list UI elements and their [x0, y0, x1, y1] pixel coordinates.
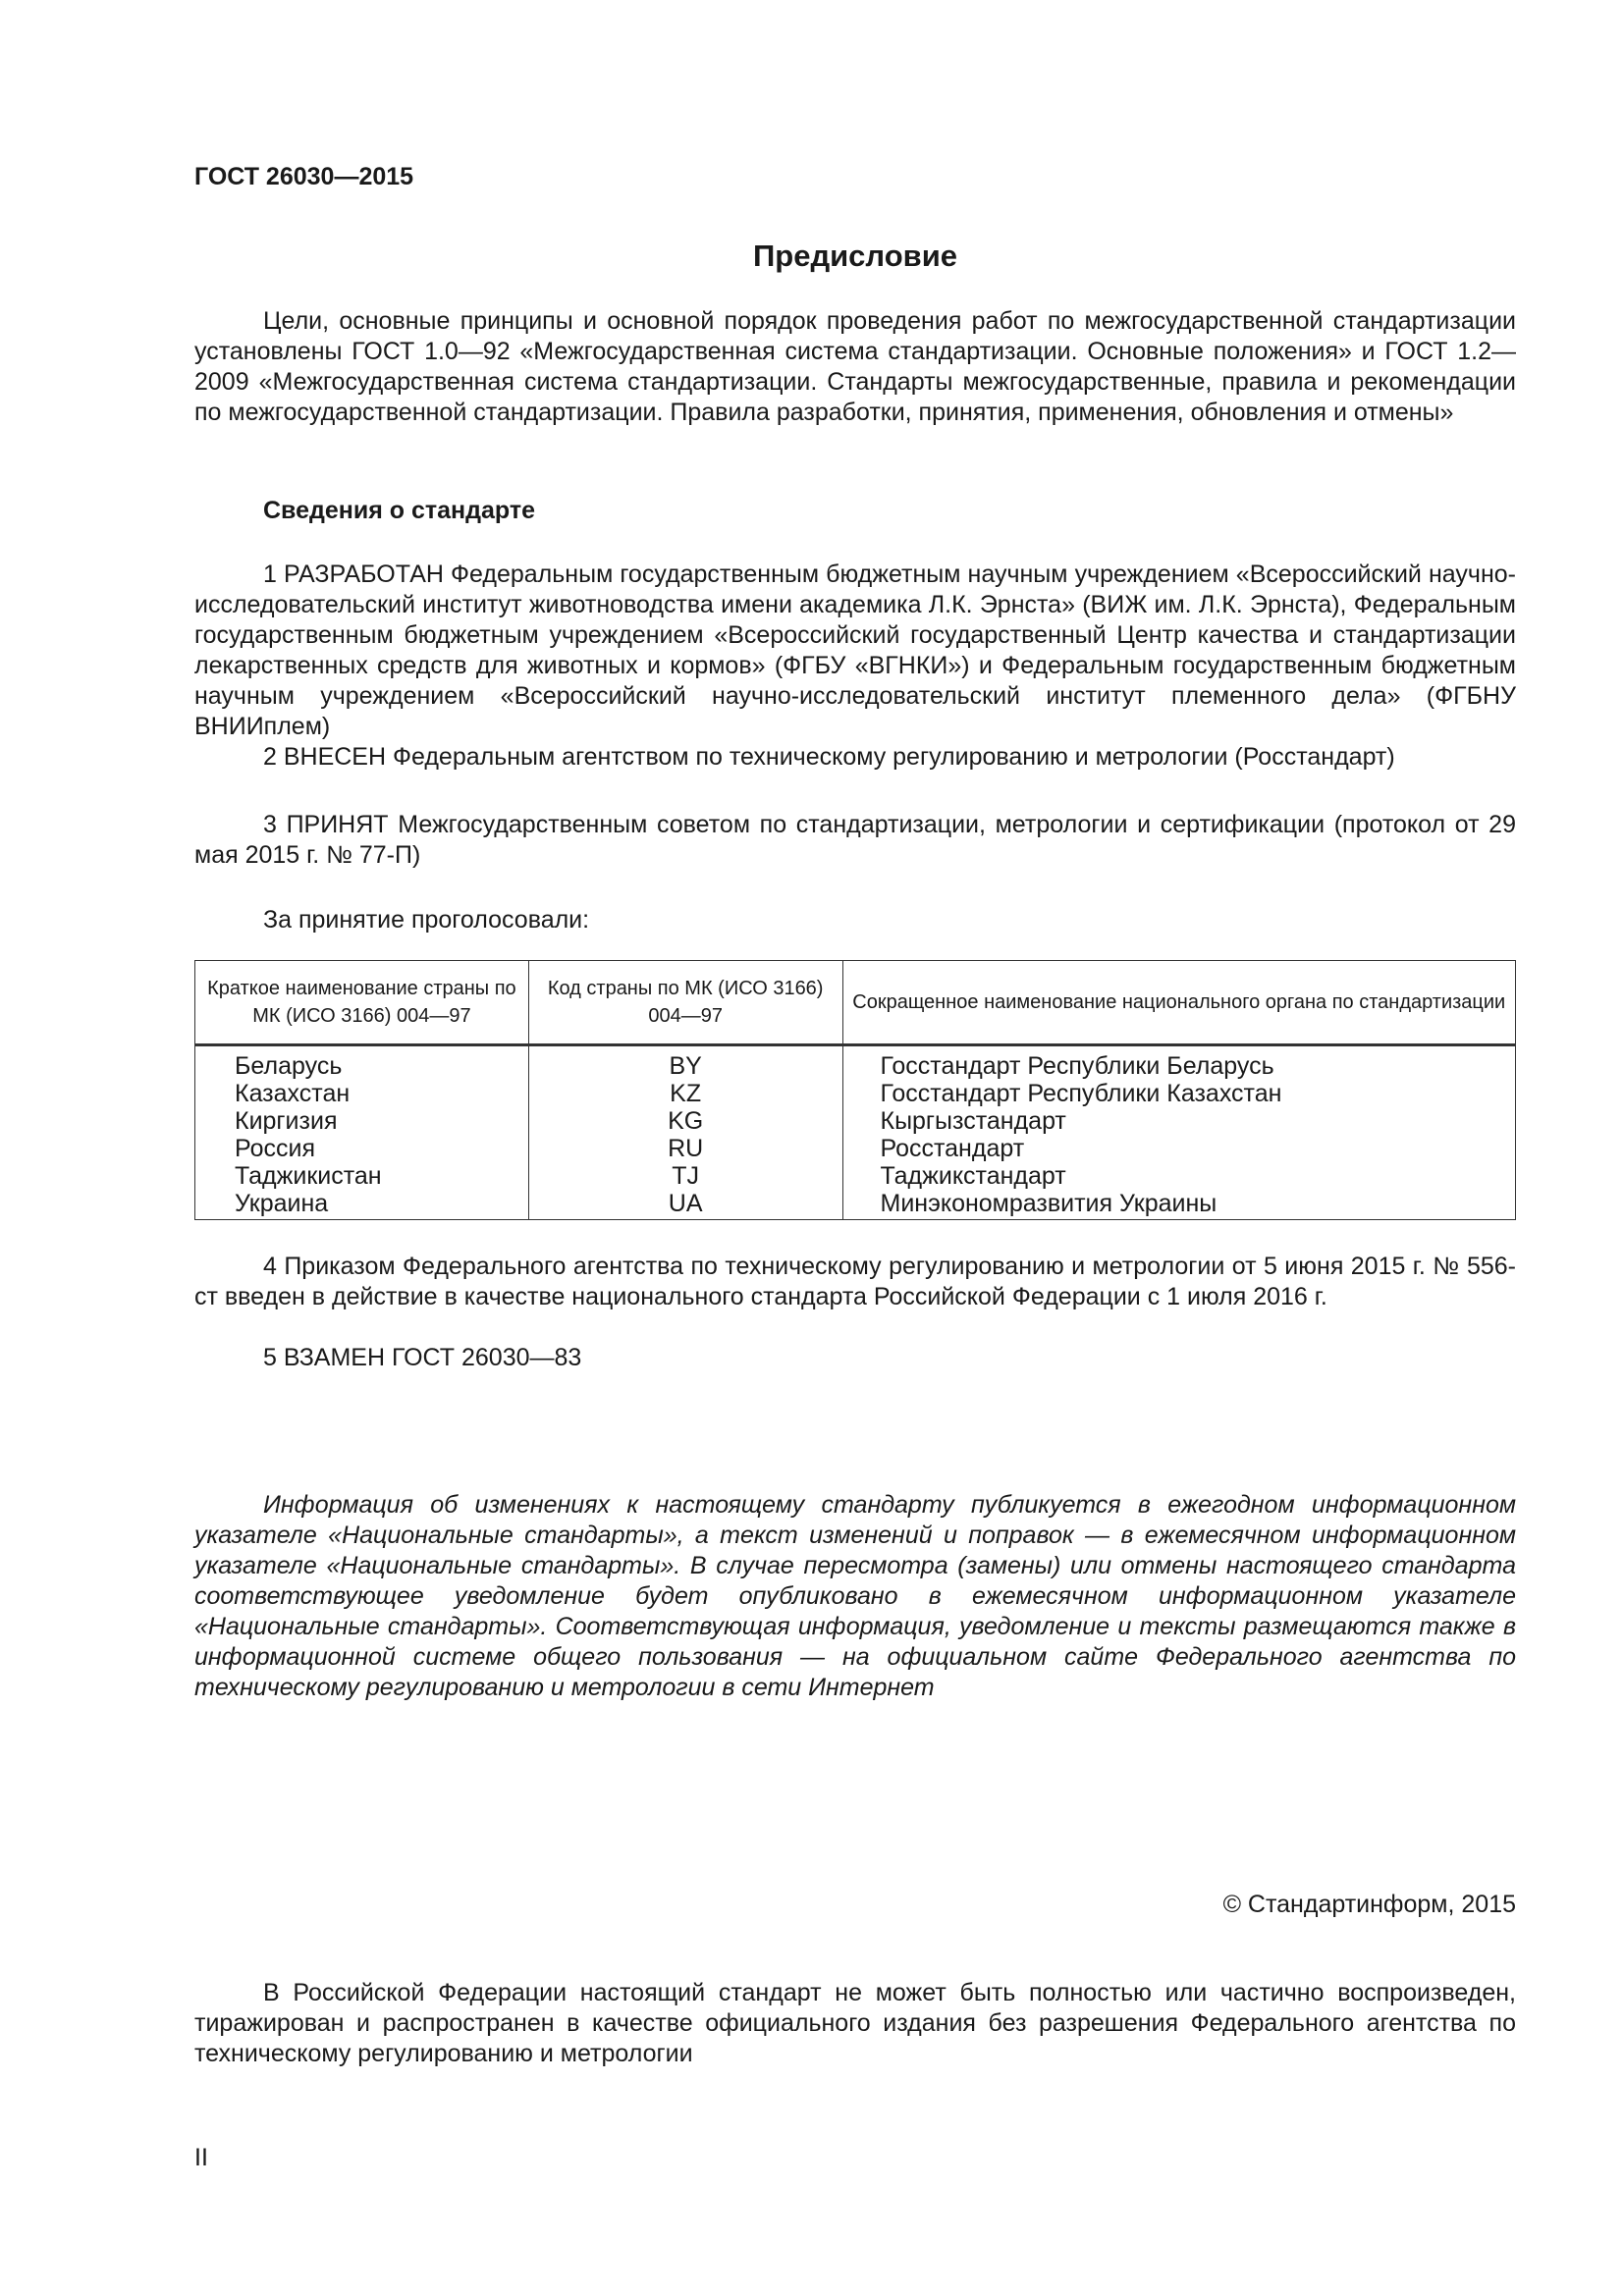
table-row	[195, 1135, 1516, 1162]
document-code: ГОСТ 26030—2015	[194, 163, 414, 190]
item-1-developed: 1 РАЗРАБОТАН Федеральным государственным бюджетным научным учреждением «Всероссийский научно-исследовательский институт животноводства имени академика Л.К. Эрнста» (ВИЖ им. Л.К. Эрнста), Федеральным государственным бюджетным учреждением «Всероссийский государственный Центр качества и стандартизации лекарственных средств для животных и кормов» (ФГБУ «ВГНКИ») и Федеральным государственным бюджетным научным учреждением «Всероссийский научно-исследовательский институт племенного дела» (ФГБНУ ВНИИплем)	[194, 561, 1516, 740]
national-body: Госстандарт Республики Беларусь	[842, 1045, 1516, 1081]
country-code: KG	[528, 1107, 842, 1135]
national-body: Таджикстандарт	[842, 1162, 1516, 1190]
country-name: Казахстан	[195, 1080, 529, 1107]
copyright-notice: © Стандартинформ, 2015	[1222, 1891, 1516, 1918]
country-code: KZ	[528, 1080, 842, 1107]
table-row	[195, 1080, 1516, 1107]
item-2-introduced: 2 ВНЕСЕН Федеральным агентством по техническому регулированию и метрологии (Росстандарт)	[263, 743, 1395, 771]
table-row	[195, 1162, 1516, 1190]
table-row	[195, 1045, 1516, 1081]
table-row	[195, 1107, 1516, 1135]
vote-table	[194, 960, 1516, 1220]
country-name: Таджикистан	[195, 1162, 529, 1190]
national-body: Росстандарт	[842, 1135, 1516, 1162]
document-page	[194, 0, 1516, 2296]
intro-paragraph: Цели, основные принципы и основной порядок проведения работ по межгосударственной стандартизации установлены ГОСТ 1.0—92 «Межгосударственная система стандартизации. Основные положения» и ГОСТ 1.2—2009 «Межгосударственная система стандартизации. Стандарты межгосударственные, правила и рекомендации по межгосударственной стандартизации. Правила разработки, принятия, применения, обновления и отмены»	[194, 307, 1516, 426]
country-name: Россия	[195, 1135, 529, 1162]
country-code: UA	[528, 1190, 842, 1220]
national-body: Минэкономразвития Украины	[842, 1190, 1516, 1220]
country-code: TJ	[528, 1162, 842, 1190]
national-body: Кыргызстандарт	[842, 1107, 1516, 1135]
country-code: RU	[528, 1135, 842, 1162]
country-name: Киргизия	[195, 1107, 529, 1135]
page-title: Предисловие	[752, 239, 957, 273]
header-country-code: Код страны по МК (ИСО 3166) 004—97	[528, 961, 842, 1045]
table-header-row	[195, 961, 1516, 1045]
item-3-adopted: 3 ПРИНЯТ Межгосударственным советом по стандартизации, метрологии и сертификации (протокол от 29 мая 2015 г. № 77-П)	[194, 811, 1516, 869]
country-name: Украина	[195, 1190, 529, 1220]
changes-info-paragraph: Информация об изменениях к настоящему стандарту публикуется в ежегодном информационном указателе «Национальные стандарты», а текст изменений и поправок — в ежемесячном информационном указателе «Национальные стандарты». В случае пересмотра (замены) или отмены настоящего стандарта соответствующее уведомление будет опубликовано в ежемесячном информационном указателе «Национальные стандарты». Соответствующая информация, уведомление и тексты размещаются также в информационной системе общего пользования — на официальном сайте Федерального агентства по техническому регулированию и метрологии в сети Интернет	[194, 1491, 1516, 1701]
country-name: Беларусь	[195, 1045, 529, 1081]
national-body: Госстандарт Республики Казахстан	[842, 1080, 1516, 1107]
info-heading: Сведения о стандарте	[263, 497, 536, 524]
item-5-replaces: 5 ВЗАМЕН ГОСТ 26030—83	[263, 1344, 582, 1371]
reproduction-notice: В Российской Федерации настоящий стандарт не может быть полностью или частично воспроизведен, тиражирован и распространен в качестве официального издания без разрешения Федерального агентства по техническому регулированию и метрологии	[194, 1979, 1516, 2067]
country-code: BY	[528, 1045, 842, 1081]
item-4-enacted: 4 Приказом Федерального агентства по техническому регулированию и метрологии от 5 июня 2015 г. № 556-ст введен в действие в качестве национального стандарта Российской Федерации с 1 июля 2016 г.	[194, 1253, 1516, 1310]
header-national-body: Сокращенное наименование национального органа по стандартизации	[842, 961, 1516, 1045]
header-country-name: Краткое наименование страны по МК (ИСО 3166) 004—97	[195, 961, 529, 1045]
page-number: II	[194, 2144, 208, 2171]
table-row	[195, 1190, 1516, 1220]
vote-intro: За принятие проголосовали:	[263, 906, 590, 934]
